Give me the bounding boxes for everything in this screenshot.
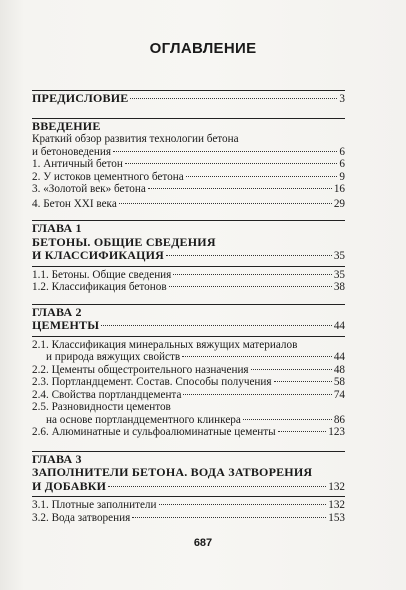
- dot-leader: [119, 203, 332, 204]
- toc-entry-chapter-1: [32, 249, 345, 263]
- toc-entry-intro-3: [32, 183, 345, 196]
- toc-entry-label: 1.2. Классификация бетонов: [32, 281, 167, 293]
- toc-entry-label: и бетоноведения: [32, 145, 112, 158]
- toc-entry-2-6: [32, 426, 345, 439]
- toc-entry-label: 2.2. Цементы общестроительного назначения: [32, 363, 249, 376]
- toc-entry-page: 29: [333, 197, 345, 210]
- toc-entry-label: ПРЕДИСЛОВИЕ: [32, 91, 129, 105]
- toc-entry-page: 58: [333, 376, 345, 388]
- toc-entry-page: 6: [339, 145, 345, 158]
- toc-entry-1-2: [32, 281, 345, 294]
- chapter-3-rule: [32, 496, 345, 524]
- toc-preface-block: [32, 90, 345, 106]
- toc-entry-page: 132: [328, 480, 345, 493]
- toc-entry-2-4: [32, 389, 345, 402]
- toc-entry-intro-2: [32, 171, 345, 184]
- chapter-2-number: ГЛАВА 2: [32, 304, 82, 319]
- chapter-3-title-line1: ЗАПОЛНИТЕЛИ БЕТОНА. ВОДА ЗАТВОРЕНИЯ: [32, 465, 313, 479]
- toc-entry-page: 123: [328, 426, 345, 438]
- dot-leader: [169, 286, 332, 287]
- toc-entry-page: 74: [333, 388, 345, 401]
- toc-entry-page: 9: [339, 170, 345, 183]
- dot-leader: [108, 486, 326, 487]
- toc-entry-2-1-line1: 2.1. Классификация минеральных вяжущих материалов: [32, 338, 298, 351]
- toc-entry-2-1: [32, 351, 345, 364]
- chapter-1-title-line1: БЕТОНЫ. ОБЩИЕ СВЕДЕНИЯ: [32, 234, 216, 249]
- dot-leader: [274, 381, 332, 382]
- toc-chapter-1-block: [32, 220, 345, 294]
- page-number: 687: [193, 537, 213, 549]
- toc-entry-page: 48: [333, 363, 345, 376]
- toc-entry-2-5: [32, 414, 345, 427]
- toc-entry-label: 3. «Золотой век» бетона: [32, 183, 146, 195]
- toc-entry-label: 4. Бетон XXI века: [32, 197, 117, 210]
- toc-entry-label: 1.1. Бетоны. Общие сведения: [32, 268, 172, 281]
- toc-entry-label: и природа вяжущих свойств: [46, 351, 181, 363]
- toc-entry-page: 38: [333, 281, 345, 293]
- toc-chapter-2-block: [32, 304, 345, 439]
- toc-entry-label: И КЛАССИФИКАЦИЯ: [32, 248, 165, 262]
- toc-entry-page: 44: [333, 351, 345, 363]
- intro-subtitle-line1: Краткий обзор развития технологии бетона: [32, 133, 239, 145]
- chapter-1-number: ГЛАВА 1: [32, 221, 82, 235]
- toc-entry-label: ЦЕМЕНТЫ: [32, 318, 100, 332]
- toc-entry-label: 2. У истоков цементного бетона: [32, 170, 184, 183]
- toc-entry-label: на основе портландцементного клинкера: [46, 413, 241, 426]
- dot-leader: [101, 325, 332, 326]
- toc-intro-block: [32, 118, 345, 211]
- toc-entry-3-1: [32, 499, 345, 512]
- toc-entry-page: 16: [333, 183, 345, 195]
- toc-entry-page: 44: [333, 320, 345, 332]
- dot-leader: [183, 394, 331, 395]
- toc-entry-page: 3: [339, 93, 345, 105]
- dot-leader: [278, 431, 327, 432]
- dot-leader: [125, 163, 338, 164]
- toc-entry-1-1: [32, 269, 345, 282]
- toc-entry-page: 35: [333, 250, 345, 262]
- chapter-1-rule: [32, 266, 345, 294]
- toc-entry-label: 2.4. Свойства портландцемента: [32, 388, 182, 401]
- dot-leader: [173, 274, 331, 275]
- toc-entry-label: 2.6. Алюминатные и сульфоалюминатные цементы: [32, 426, 276, 438]
- toc-entry-page: 6: [339, 158, 345, 170]
- toc-entry-label: 3.1. Плотные заполнители: [32, 499, 157, 511]
- toc-entry-intro-1: [32, 158, 345, 171]
- toc-chapter-3-block: [32, 451, 345, 525]
- dot-leader: [148, 188, 332, 189]
- toc-entry-label: 2.3. Портландцемент. Состав. Способы получения: [32, 376, 272, 388]
- toc-entry-page: 86: [333, 413, 345, 426]
- chapter-2-rule: [32, 336, 345, 439]
- toc-entry-preface: [32, 92, 345, 106]
- chapter-3-number: ГЛАВА 3: [32, 451, 82, 466]
- toc-entry-page: 132: [328, 499, 345, 511]
- toc-entry-3-2: [32, 512, 345, 525]
- toc-entry-page: 35: [333, 268, 345, 281]
- toc-entry-label: И ДОБАВКИ: [32, 478, 107, 493]
- table-of-contents: [32, 90, 345, 524]
- toc-entry-intro-4: [32, 198, 345, 211]
- toc-entry-label: 3.2. Вода затворения: [32, 511, 131, 524]
- page-title: ОГЛАВЛЕНИЕ: [149, 40, 257, 57]
- toc-entry-page: 153: [328, 511, 345, 524]
- dot-leader: [166, 255, 332, 256]
- toc-entry-chapter-2: [32, 319, 345, 333]
- dot-leader: [186, 176, 338, 177]
- toc-entry-chapter-3: [32, 480, 345, 494]
- toc-entry-2-5-line1: 2.5. Разновидности цементов: [32, 401, 171, 413]
- dot-leader: [113, 151, 337, 152]
- toc-entry-2-3: [32, 376, 345, 389]
- dot-leader: [159, 504, 327, 505]
- dot-leader: [243, 419, 332, 420]
- dot-leader: [182, 356, 332, 357]
- dot-leader: [132, 517, 326, 518]
- toc-entry-label: 1. Античный бетон: [32, 158, 123, 170]
- toc-entry-2-2: [32, 364, 345, 377]
- intro-heading: ВВЕДЕНИЕ: [32, 118, 101, 133]
- toc-entry-intro-subtitle: [32, 146, 345, 159]
- dot-leader: [130, 98, 337, 99]
- dot-leader: [251, 369, 332, 370]
